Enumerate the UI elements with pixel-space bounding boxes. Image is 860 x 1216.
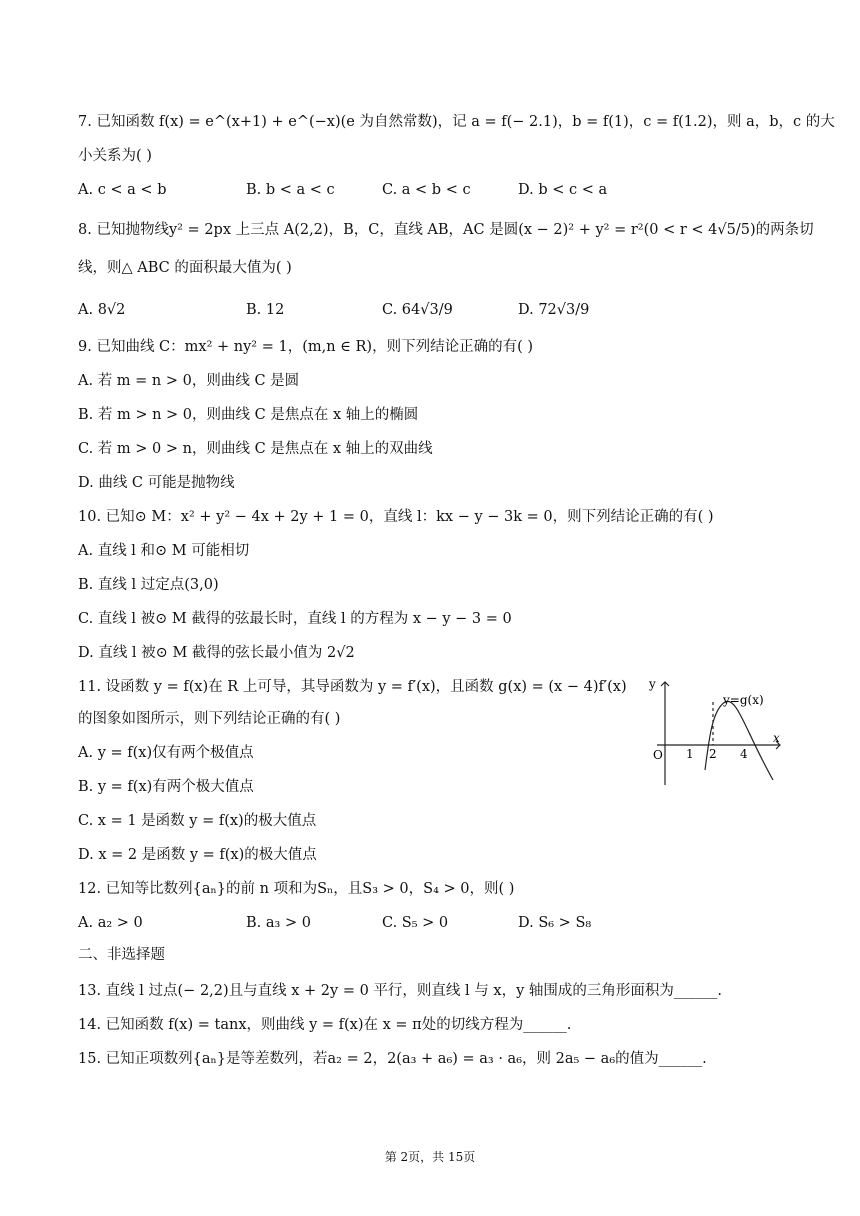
q8-option-d: D. 72√3/9 bbox=[518, 302, 590, 318]
q12-option-d: D. S₆ > S₈ bbox=[518, 915, 592, 931]
q10-option-a: A. 直线 l 和⊙ M 可能相切 bbox=[78, 543, 250, 559]
q10-stem: 10. 已知⊙ M：x² + y² − 4x + 2y + 1 = 0，直线 l：kx − y − 3k = 0，则下列结论正确的有( ) bbox=[78, 509, 714, 525]
q11-option-a: A. y = f(x)仅有两个极值点 bbox=[78, 745, 254, 761]
q8-option-b: B. 12 bbox=[246, 302, 285, 318]
q11-option-c: C. x = 1 是函数 y = f(x)的极大值点 bbox=[78, 813, 317, 829]
q12-option-a: A. a₂ > 0 bbox=[78, 915, 143, 931]
q14: 14. 已知函数 f(x) = tanx，则曲线 y = f(x)在 x = π处的切线方程为______. bbox=[78, 1017, 572, 1033]
q11-stem-line1: 11. 设函数 y = f(x)在 R 上可导，其导函数为 y = f′(x)，且函数 g(x) = (x − 4)f′(x) bbox=[78, 679, 627, 695]
q9-option-a: A. 若 m = n > 0，则曲线 C 是圆 bbox=[78, 373, 300, 389]
q11-option-d: D. x = 2 是函数 y = f(x)的极大值点 bbox=[78, 847, 317, 863]
q7-option-c: C. a < b < c bbox=[382, 182, 471, 198]
q11-graph bbox=[645, 670, 785, 790]
q13: 13. 直线 l 过点(− 2,2)且与直线 x + 2y = 0 平行，则直线 l 与 x，y 轴围成的三角形面积为______. bbox=[78, 983, 722, 999]
q10-option-b: B. 直线 l 过定点(3,0) bbox=[78, 577, 219, 593]
graph-curve-label: y=g(x) bbox=[723, 693, 764, 707]
q10-option-d: D. 直线 l 被⊙ M 截得的弦长最小值为 2√2 bbox=[78, 645, 355, 661]
q12-stem: 12. 已知等比数列{aₙ}的前 n 项和为Sₙ，且S₃ > 0，S₄ > 0，则( ) bbox=[78, 881, 515, 897]
curve-g bbox=[705, 701, 773, 780]
q9-option-c: C. 若 m > 0 > n，则曲线 C 是焦点在 x 轴上的双曲线 bbox=[78, 441, 433, 457]
q15: 15. 已知正项数列{aₙ}是等差数列，若a₂ = 2，2(a₃ + a₆) = a₃ · a₆，则 2a₅ − a₆的值为______. bbox=[78, 1051, 707, 1067]
graph-tick-2: 2 bbox=[709, 747, 717, 761]
q7-stem-line2: 小关系为( ) bbox=[78, 148, 152, 164]
graph-origin-label: O bbox=[653, 748, 663, 762]
q9-stem: 9. 已知曲线 C：mx² + ny² = 1，(m,n ∈ R)，则下列结论正确的有( ) bbox=[78, 339, 533, 355]
q11-option-b: B. y = f(x)有两个极大值点 bbox=[78, 779, 254, 795]
q8-option-c: C. 64√3/9 bbox=[382, 302, 453, 318]
q12-option-b: B. a₃ > 0 bbox=[246, 915, 311, 931]
section-title: 二、非选择题 bbox=[78, 947, 165, 963]
q12-option-c: C. S₅ > 0 bbox=[382, 915, 449, 931]
q9-option-d: D. 曲线 C 可能是抛物线 bbox=[78, 475, 235, 491]
graph-x-label: x bbox=[773, 731, 780, 745]
q7-option-b: B. b < a < c bbox=[246, 182, 335, 198]
q7-option-d: D. b < c < a bbox=[518, 182, 608, 198]
q7-stem-line1: 7. 已知函数 f(x) = e^(x+1) + e^(−x)(e 为自然常数)，记 a = f(− 2.1)，b = f(1)，c = f(1.2)，则 a，b，c 的大 bbox=[78, 114, 835, 130]
graph-tick-1: 1 bbox=[686, 747, 694, 761]
q8-option-a: A. 8√2 bbox=[78, 302, 126, 318]
graph-tick-4: 4 bbox=[740, 747, 748, 761]
graph-y-label: y bbox=[649, 677, 656, 691]
q11-stem-line2: 的图象如图所示，则下列结论正确的有( ) bbox=[78, 711, 341, 727]
page-footer: 第 2页，共 15页 bbox=[384, 1150, 476, 1164]
q9-option-b: B. 若 m > n > 0，则曲线 C 是焦点在 x 轴上的椭圆 bbox=[78, 407, 419, 423]
q8-stem-line1: 8. 已知抛物线y² = 2px 上三点 A(2,2)，B，C，直线 AB，AC 是圆(x − 2)² + y² = r²(0 < r < 4√5/5)的两条切 bbox=[78, 222, 814, 238]
q7-option-a: A. c < a < b bbox=[78, 182, 167, 198]
q8-stem-line2: 线，则△ ABC 的面积最大值为( ) bbox=[78, 260, 292, 276]
q10-option-c: C. 直线 l 被⊙ M 截得的弦最长时，直线 l 的方程为 x − y − 3 = 0 bbox=[78, 611, 512, 627]
